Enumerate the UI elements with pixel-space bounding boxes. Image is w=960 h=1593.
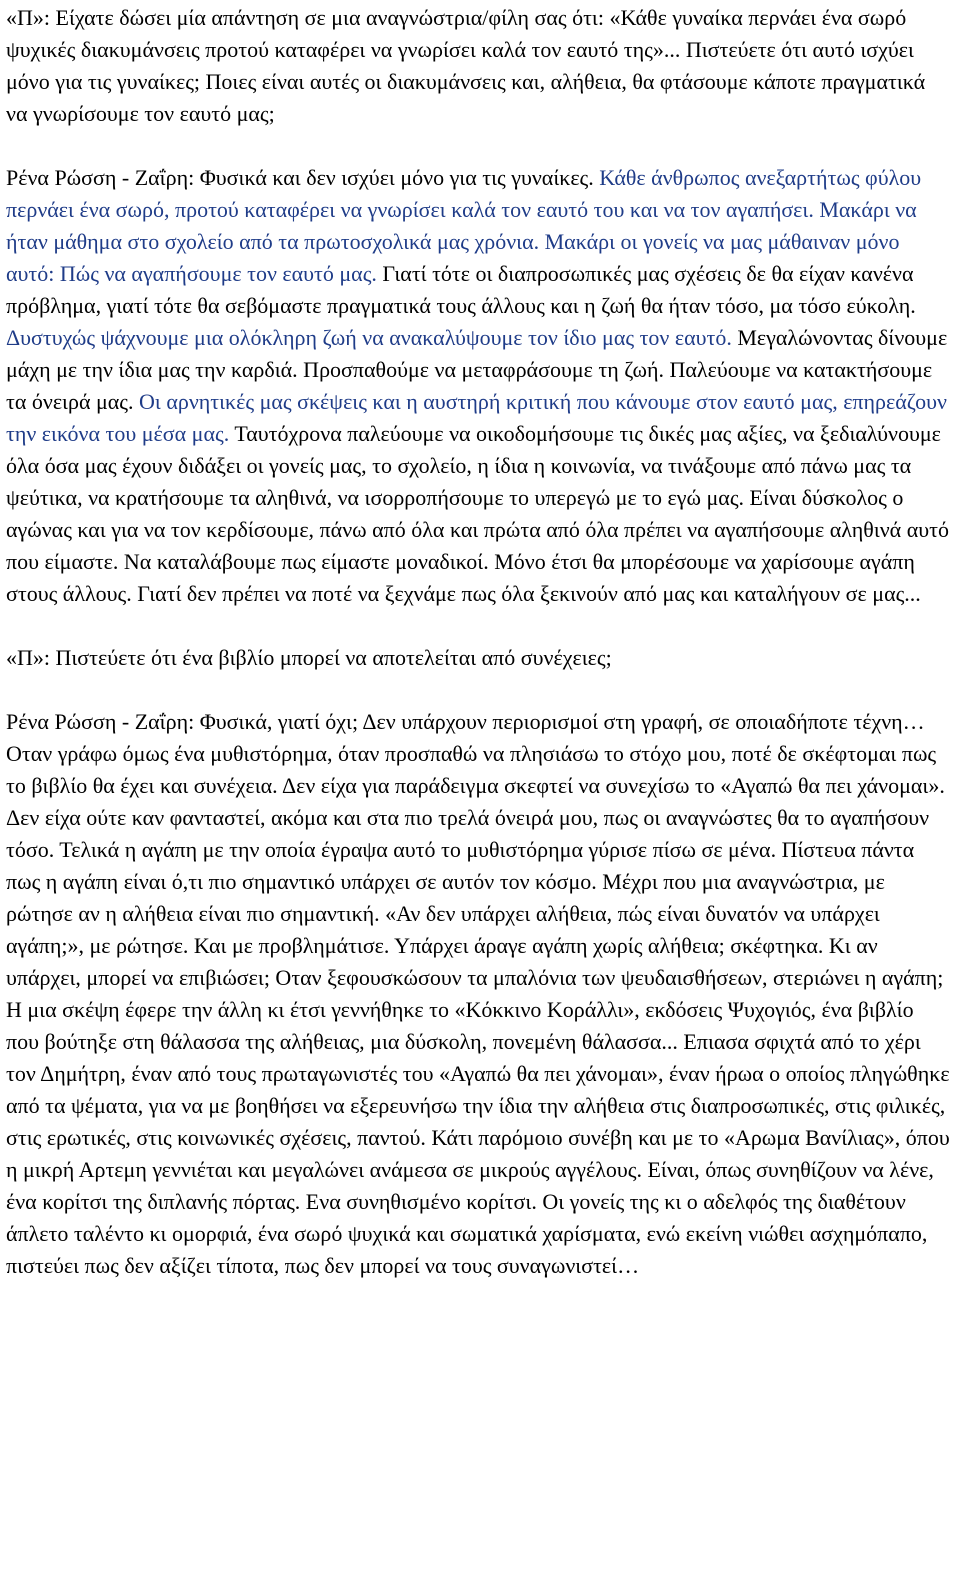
text-segment: «Π»: Πιστεύετε ότι ένα βιβλίο μπορεί να αποτελείται από συνέχειες; — [6, 645, 612, 670]
text-segment: Γιατί τότε οι διαπροσωπικές μας σχέσεις δε θα είχαν κανένα πρόβλημα, γιατί τότε θα σεβόμαστε πραγματικά τους άλλους και η ζωή θα ήταν τόσο, μα τόσο εύκολη. — [6, 261, 916, 318]
article-body — [6, 2, 950, 1282]
highlighted-text-segment: Κάθε άνθρωπος ανεξαρτήτως φύλου περνάει ένα σωρό, προτού καταφέρει να γνωρίσει καλά τον εαυτό του και να τον αγαπήσει. Μακάρι να ήταν μάθημα στο σχολείο από τα πρωτοσχολικά μας χρόνια. Μακάρι οι γονείς να μας μάθαιναν μόνο αυτό: Πώς να αγαπήσουμε τον εαυτό μας. — [6, 165, 922, 286]
text-segment: «Π»: Είχατε δώσει μία απάντηση σε μια αναγνώστρια/φίλη σας ότι: «Κάθε γυναίκα περνάει ένα σωρό ψυχικές διακυμάνσεις προτού καταφέρει να γνωρίσει καλά τον εαυτό της»... Πιστεύετε ότι αυτό ισχύει μόνο για τις γυναίκες; Ποιες είναι αυτές οι διακυμάνσεις και, αλήθεια, θα φτάσουμε κάποτε πραγματικά να γνωρίσουμε τον εαυτό μας; — [6, 5, 926, 126]
question-paragraph-1 — [6, 2, 950, 130]
question-paragraph-2 — [6, 642, 950, 674]
answer-paragraph-2 — [6, 706, 950, 1282]
answer-paragraph-1 — [6, 162, 950, 610]
text-segment: Μεγαλώνοντας δίνουμε μάχη με την ίδια μας την καρδιά. Προσπαθούμε να μεταφράσουμε τη ζωή. Παλεύουμε να κατακτήσουμε τα όνειρά μας. — [6, 325, 948, 414]
highlighted-text-segment: Οι αρνητικές μας σκέψεις και η αυστηρή κριτική που κάνουμε στον εαυτό μας, επηρεάζουν την εικόνα του μέσα μας. — [6, 389, 947, 446]
highlighted-text-segment: Δυστυχώς ψάχνουμε μια ολόκληρη ζωή να ανακαλύψουμε τον ίδιο μας τον εαυτό. — [6, 325, 732, 350]
text-segment: Ρένα Ρώσση - Ζαΐρη: Φυσικά, γιατί όχι; Δεν υπάρχουν περιορισμοί στη γραφή, σε οποιαδήποτε τέχνη… Οταν γράφω όμως ένα μυθιστόρημα, όταν προσπαθώ να πλησιάσω το στόχο μου, ποτέ δε σκέφτομαι πως το βιβλίο θα έχει και συνέχεια. Δεν είχα για παράδειγμα σκεφτεί να συνεχίσω το «Αγαπώ θα πει χάνομαι». Δεν είχα ούτε καν φανταστεί, ακόμα και στα πιο τρελά όνειρά μου, πως οι αναγνώστες θα το αγαπήσουν τόσο. Τελικά η αγάπη με την οποία έγραψα αυτό το μυθιστόρημα γύρισε πίσω σε μένα. Πίστευα πάντα πως η αγάπη είναι ό,τι πιο σημαντικό υπάρχει σε αυτόν τον κόσμο. Μέχρι που μια αναγνώστρια, με ρώτησε αν η αλήθεια είναι πιο σημαντική. «Αν δεν υπάρχει αλήθεια, πώς είναι δυνατόν να υπάρχει αγάπη;», με ρώτησε. Και με προβλημάτισε. Υπάρχει άραγε αγάπη χωρίς αλήθεια; σκέφτηκα. Κι αν υπάρχει, μπορεί να επιβιώσει; Οταν ξεφουσκώσουν τα μπαλόνια των ψευδαισθήσεων, στεριώνει η αγάπη; Η μια σκέψη έφερε την άλλη κι έτσι γεννήθηκε το «Κόκκινο Κοράλλι», εκδόσεις Ψυχογιός, ένα βιβλίο που βούτηξε στη θάλασσα της αλήθειας, μια δύσκολη, πονεμένη θάλασσα... Επιασα σφιχτά από το χέρι τον Δημήτρη, έναν από τους πρωταγωνιστές του «Αγαπώ θα πει χάνομαι», έναν ήρωα ο οποίος πληγώθηκε από τα ψέματα, για να με βοηθήσει να εξερευνήσω την ίδια την αλήθεια στις διαπροσωπικές, στις φιλικές, στις ερωτικές, στις κοινωνικές σχέσεις, παντού. Κάτι παρόμοιο συνέβη και με το «Αρωμα Βανίλιας», όπου η μικρή Αρτεμη γεννιέται και μεγαλώνει ανάμεσα σε μικρούς αγγέλους. Είναι, όπως συνηθίζουν να λένε, ένα κορίτσι της διπλανής πόρτας. Ενα συνηθισμένο κορίτσι. Οι γονείς της κι ο αδελφός της διαθέτουν άπλετο ταλέντο κι ομορφιά, ένα σωρό ψυχικά και σωματικά χαρίσματα, ενώ εκείνη νιώθει ασχημόπαπο, πιστεύει πως δεν αξίζει τίποτα, πως δεν μπορεί να τους συναγωνιστεί… — [6, 709, 950, 1278]
text-segment: Ρένα Ρώσση - Ζαΐρη: Φυσικά και δεν ισχύει μόνο για τις γυναίκες. — [6, 165, 600, 190]
text-segment: Ταυτόχρονα παλεύουμε να οικοδομήσουμε τις δικές μας αξίες, να ξεδιαλύνουμε όλα όσα μας έχουν διδάξει οι γονείς μας, το σχολείο, η ίδια η κοινωνία, να τινάξουμε από πάνω μας τα ψεύτικα, να κρατήσουμε τα αληθινά, να ισορροπήσουμε το υπερεγώ με το εγώ μας. Είναι δύσκολος ο αγώνας και για να τον κερδίσουμε, πάνω από όλα και πρώτα από όλα πρέπει να αγαπήσουμε αληθινά αυτό που είμαστε. Να καταλάβουμε πως είμαστε μοναδικοί. Μόνο έτσι θα μπορέσουμε να χαρίσουμε αγάπη στους άλλους. Γιατί δεν πρέπει να ποτέ να ξεχνάμε πως όλα ξεκινούν από μας και καταλήγουν σε μας... — [6, 421, 949, 606]
